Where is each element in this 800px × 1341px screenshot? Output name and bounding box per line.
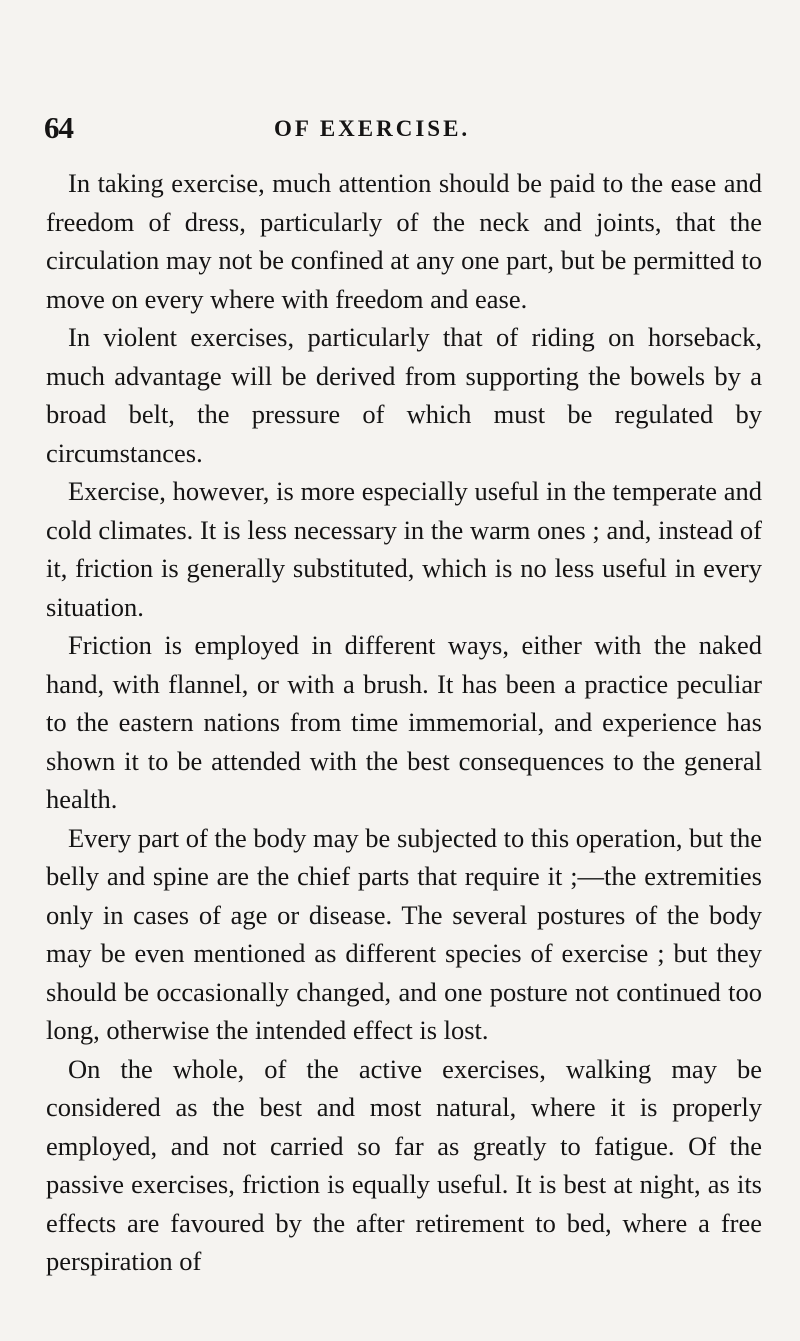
running-title: OF EXERCISE. bbox=[274, 116, 471, 141]
paragraph-walking: On the whole, of the active exercises, walking may be considered as the best and most natural, where it is properly employed, and not carried so far as greatly to fatigue. Of the passive exercises, friction is equally useful. It is best at night, as its effects are favoured by the after retirement to bed, where a free perspiration of bbox=[46, 1053, 762, 1276]
paragraph-friction: Friction is employed in different ways, either with the naked hand, with flannel, or with a brush. It has been a practice peculiar to the eastern nations from time immemorial, and experience has shown it to be attended with the best consequences to the general health. bbox=[46, 630, 762, 814]
body-text bbox=[46, 164, 762, 1281]
paragraph-climates: Exercise, however, is more especially useful in the temperate and cold climates. It is less necessary in the warm ones ; and, instead of it, friction is generally substituted, which is no less useful in every situation. bbox=[46, 476, 762, 622]
paragraph-violent-exercises: In violent exercises, particularly that of riding on horseback, much advantage will be derived from supporting the bowels by a broad belt, the pressure of which must be regulated by circumstances. bbox=[46, 322, 762, 468]
running-head bbox=[44, 110, 764, 150]
paragraph-body-parts: Every part of the body may be subjected to this operation, but the belly and spine are the chief parts that require it ;—the extremities only in cases of age or disease. The several postures of the body may be even mentioned as different species of exercise ; but they should be occasionally changed, and one posture not continued too long, otherwise the intended effect is lost. bbox=[46, 822, 762, 1045]
paragraph-dress: In taking exercise, much attention should be paid to the ease and freedom of dress, particularly of the neck and joints, that the circulation may not be confined at any one part, but be permitted to move on every where with freedom and ease. bbox=[46, 168, 762, 314]
page-number: 64 bbox=[44, 110, 73, 145]
